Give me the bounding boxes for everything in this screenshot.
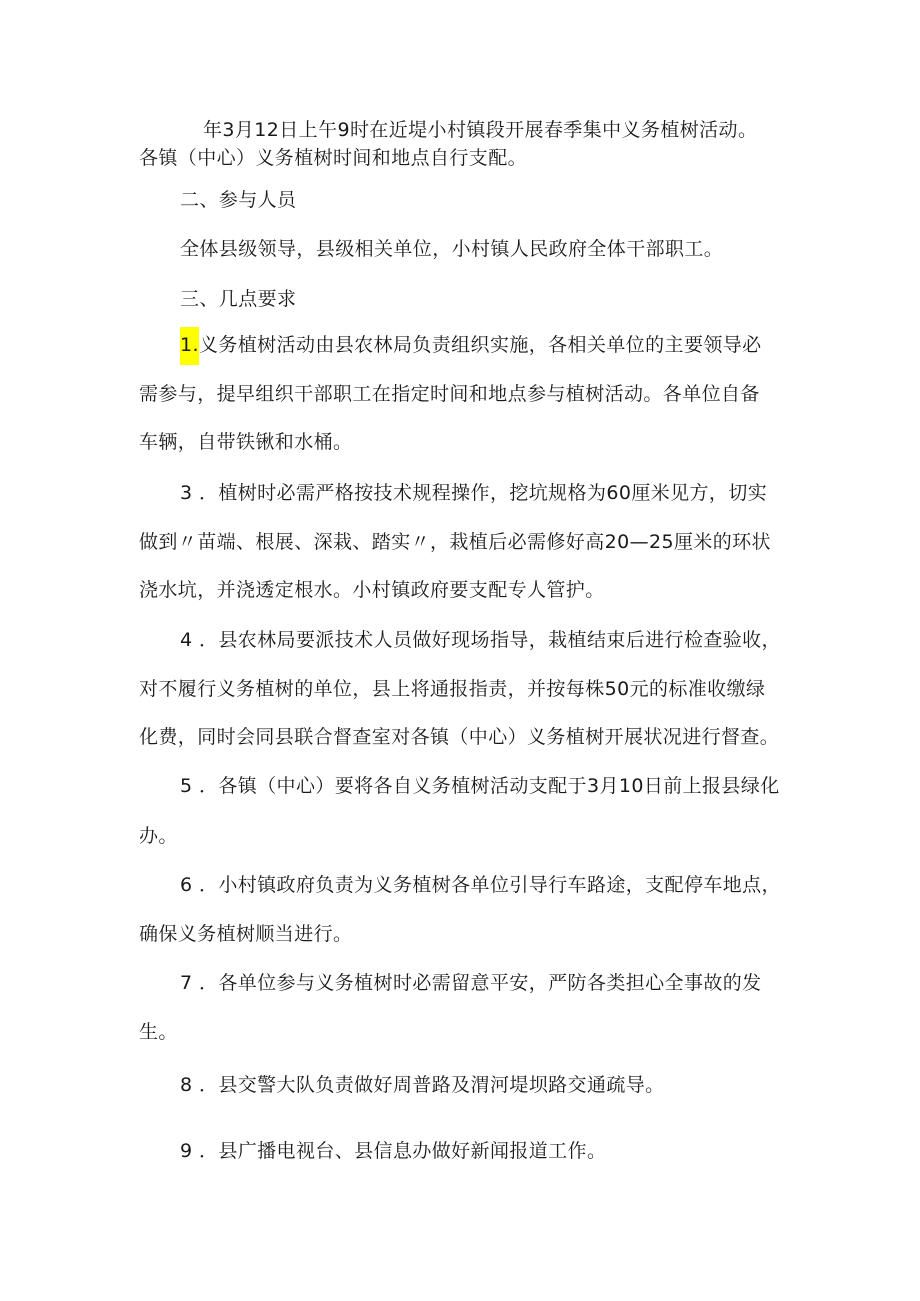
intro-line-1: 年3月12日上午9时在近堤小村镇段开展春季集中义务植树活动。 [203, 119, 758, 141]
item-7-line-2: 生。 [139, 1021, 178, 1043]
item-9-text: ．县广播电视台、县信息办做好新闻报道工作。 [198, 1140, 607, 1162]
item-1-line-2: 需参与，提早组织干部职工在指定时间和地点参与植树活动。各单位自备 [139, 383, 760, 405]
item-4-number: 4 [180, 629, 193, 651]
item-8-text: ．县交警大队负责做好周普路及渭河堤坝路交通疏导。 [198, 1074, 665, 1096]
item-9-line-1 [180, 1139, 606, 1163]
item-5-line-2: 办。 [139, 825, 178, 847]
item-1-line-3: 车辆，自带铁锹和水桶。 [139, 431, 353, 453]
item-4-line-3: 化费，同时会同县联合督查室对各镇（中心）义务植树开展状况进行督查。 [139, 726, 780, 748]
item-3-line-1 [180, 481, 767, 505]
section-3-heading: 三、几点要求 [180, 288, 297, 310]
item-4-text: ．县农林局要派技术人员做好现场指导，栽植结束后进行检查验收， [198, 629, 781, 651]
item-8-line-1 [180, 1073, 665, 1097]
item-6-text: ．小村镇政府负责为义务植树各单位引导行车路途，支配停车地点， [198, 874, 781, 896]
item-7-text: ．各单位参与义务植树时必需留意平安，严防各类担心全事故的发 [198, 972, 762, 994]
item-6-number: 6 [180, 874, 193, 896]
item-3-line-2: 做到〃苗端、根展、深栽、踏实〃，栽植后必需修好高20—25厘米的环状 [139, 531, 771, 553]
item-7-number: 7 [180, 972, 193, 994]
item-9-number: 9 [180, 1140, 193, 1162]
item-3-line-3: 浇水坑，并浇透定根水。小村镇政府要支配专人管护。 [139, 579, 605, 601]
item-1-text: 义务植树活动由县农林局负责组织实施，各相关单位的主要领导必 [198, 334, 762, 356]
item-6-line-1 [180, 873, 781, 897]
section-2-heading: 二、参与人员 [180, 189, 297, 211]
item-1-number-highlight: 1. [180, 327, 199, 365]
intro-line-2: 各镇（中心）义务植树时间和地点自行支配。 [139, 147, 528, 169]
item-7-line-1 [180, 971, 762, 995]
item-3-text: ．植树时必需严格按技术规程操作，挖坑规格为60厘米见方，切实 [198, 482, 768, 504]
item-1-line-1 [180, 333, 762, 365]
item-3-number: 3 [180, 482, 193, 504]
item-5-text: ．各镇（中心）要将各自义务植树活动支配于3月10日前上报县绿化 [198, 775, 780, 797]
item-8-number: 8 [180, 1074, 193, 1096]
item-5-number: 5 [180, 775, 193, 797]
item-6-line-2: 确保义务植树顺当进行。 [139, 923, 353, 945]
section-2-body: 全体县级领导，县级相关单位，小村镇人民政府全体干部职工。 [180, 238, 724, 260]
item-4-line-2: 对不履行义务植树的单位，县上将通报指责，并按每株50元的标准收缴绿 [139, 678, 766, 700]
item-5-line-1 [180, 774, 780, 798]
item-4-line-1 [180, 628, 781, 652]
